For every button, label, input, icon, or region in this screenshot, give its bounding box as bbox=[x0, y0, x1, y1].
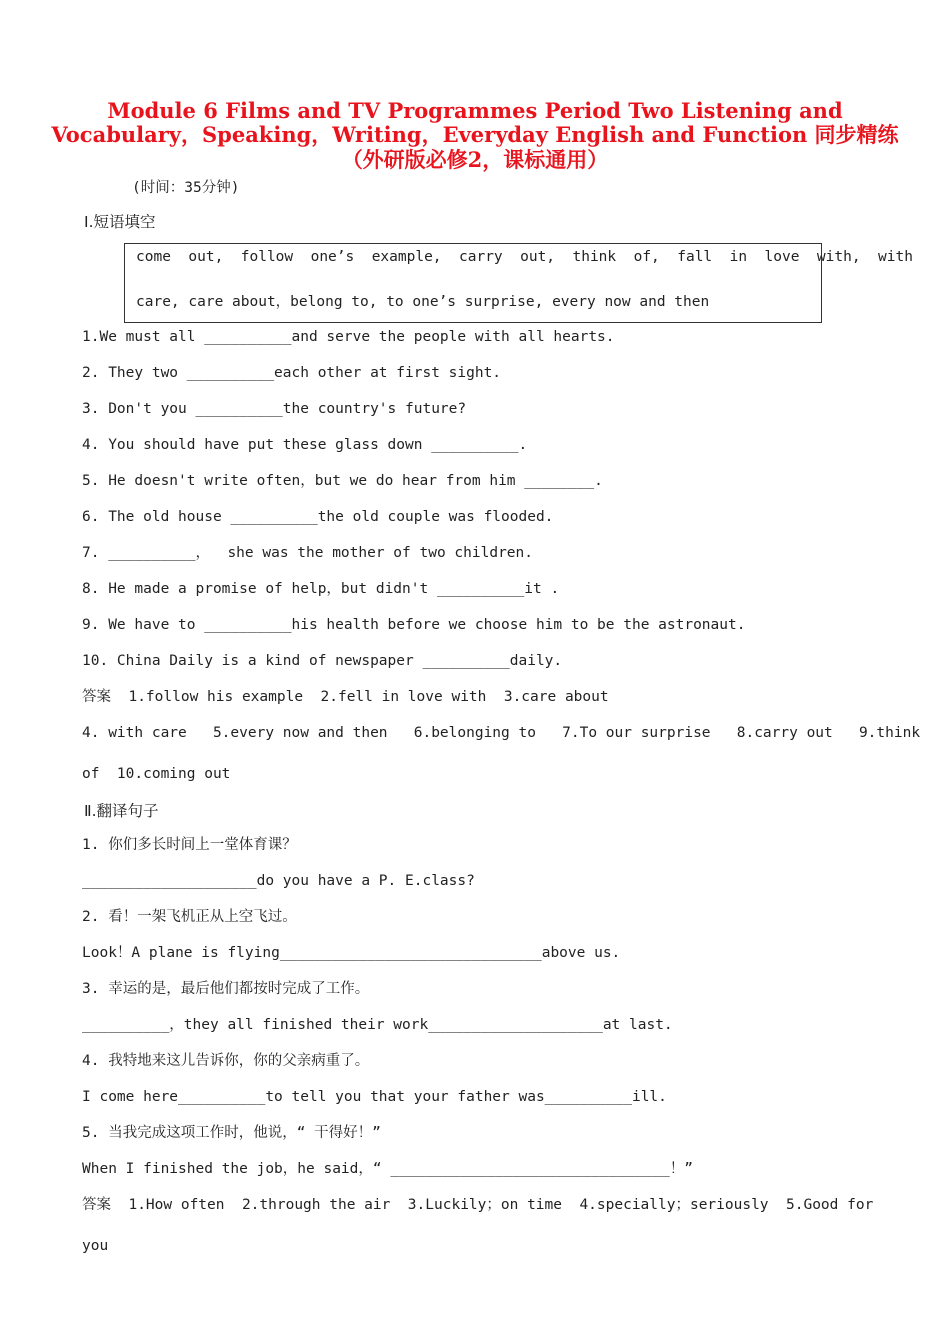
question-5: 5. He doesn't write often，but we do hear from him ________. bbox=[82, 473, 603, 489]
phrase-box bbox=[124, 243, 913, 323]
translation-5-sentence: When I finished the job，he said，“ ________________________________！” bbox=[82, 1161, 693, 1177]
translation-answer-line-2: you bbox=[82, 1238, 109, 1254]
question-9: 9. We have to __________his health before we choose him to be the astronaut. bbox=[82, 617, 746, 633]
translation-3-sentence: __________，they all finished their work____________________at last. bbox=[82, 1017, 673, 1033]
page-title-line-3: （外研版必修2，课标通用） bbox=[341, 147, 609, 172]
translation-2-sentence: Look！A plane is flying______________________________above us. bbox=[82, 945, 621, 961]
phrase-box-line-2: care, care about，belong to, to one’s surprise, every now and then bbox=[136, 294, 710, 310]
question-8: 8. He made a promise of help，but didn't __________it . bbox=[82, 581, 560, 597]
translation-5-prompt: 5. 当我完成这项工作时，他说，“ 干得好！” bbox=[82, 1125, 381, 1141]
answer-line-2: 4. with care 5.every now and then 6.belonging to 7.To our surprise 8.carry out 9.think bbox=[82, 725, 921, 741]
translation-4-sentence: I come here__________to tell you that your father was__________ill. bbox=[82, 1089, 667, 1105]
translation-1-prompt: 1. 你们多长时间上一堂体育课？ bbox=[82, 837, 297, 853]
translation-2-prompt: 2. 看！一架飞机正从上空飞过。 bbox=[82, 909, 297, 925]
question-6: 6. The old house __________the old couple was flooded. bbox=[82, 509, 554, 525]
question-3: 3. Don't you __________the country's future? bbox=[82, 401, 467, 417]
translation-3-prompt: 3. 幸运的是，最后他们都按时完成了工作。 bbox=[82, 981, 370, 997]
answer-line-1: 答案 1.follow his example 2.fell in love with 3.care about bbox=[82, 689, 609, 705]
translation-1-sentence: ____________________do you have a P. E.class? bbox=[82, 873, 475, 889]
time-note: (时间：35分钟) bbox=[132, 180, 240, 196]
question-7: 7. __________， she was the mother of two children. bbox=[82, 545, 533, 561]
answer-line-3: of 10.coming out bbox=[82, 766, 231, 782]
question-1: 1.We must all __________and serve the people with all hearts. bbox=[82, 329, 615, 345]
translation-4-prompt: 4. 我特地来这儿告诉你，你的父亲病重了。 bbox=[82, 1053, 370, 1069]
question-4: 4. You should have put these glass down __________. bbox=[82, 437, 528, 453]
phrase-box-line-1: come out, follow one’s example, carry out, think of, fall in love with, with bbox=[136, 249, 913, 265]
section-2-heading: Ⅱ.翻译句子 bbox=[84, 802, 159, 820]
translation-answer-line-1: 答案 1.How often 2.through the air 3.Luckily；on time 4.specially；seriously 5.Good for bbox=[82, 1197, 874, 1213]
question-2: 2. They two __________each other at first sight. bbox=[82, 365, 502, 381]
page-title-line-1: Module 6 Films and TV Programmes Period Two Listening and bbox=[107, 98, 843, 123]
question-10: 10. China Daily is a kind of newspaper __________daily. bbox=[82, 653, 563, 669]
section-1-heading: Ⅰ.短语填空 bbox=[84, 213, 156, 231]
page-title-line-2: Vocabulary，Speaking，Writing，Everyday English and Function 同步精练 bbox=[51, 122, 899, 147]
